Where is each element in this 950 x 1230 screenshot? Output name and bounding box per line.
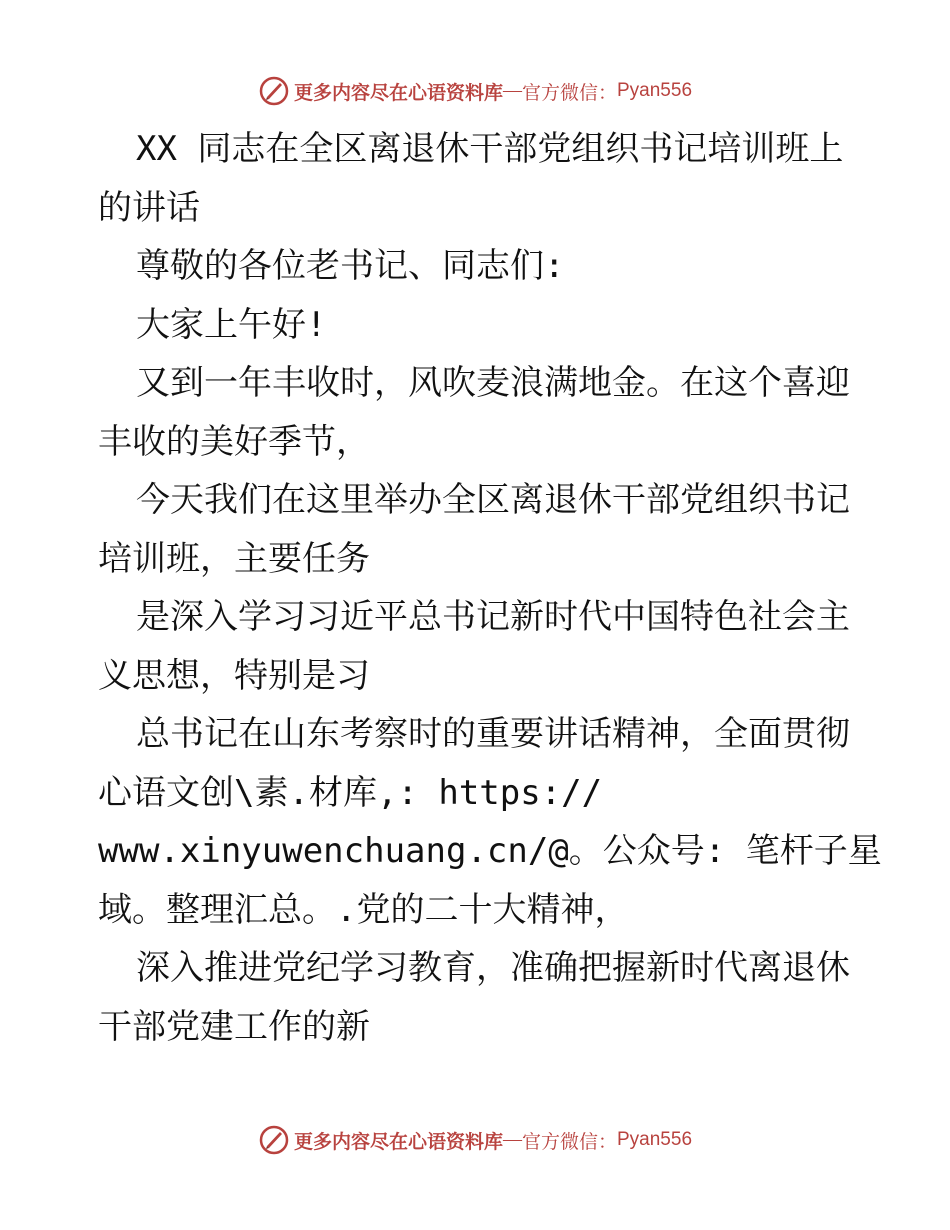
watermark-wechat-id: Pyan556 [617, 80, 693, 101]
doc-line: 心语文创\素.材库,: https:// [98, 772, 603, 813]
doc-line: 丰收的美好季节， [98, 421, 370, 462]
document-body [98, 120, 882, 1056]
doc-line: 尊敬的各位老书记、同志们: [136, 246, 565, 286]
doc-line: 今天我们在这里举办全区离退休干部党组织书记 [136, 480, 850, 520]
header-watermark [0, 71, 950, 111]
quill-logo-icon [258, 1124, 290, 1156]
doc-line: 深入推进党纪学习教育，准确把握新时代离退休 [136, 948, 850, 988]
watermark-wechat-label: 官方微信： [521, 81, 617, 104]
doc-line: 培训班，主要任务 [98, 538, 370, 579]
doc-line: 大家上午好! [136, 304, 327, 345]
watermark-brand: 更多内容尽在心语资料库 [293, 81, 503, 104]
doc-line: XX 同志在全区离退休干部党组织书记培训班上 [136, 129, 844, 169]
quill-logo-icon [258, 75, 290, 107]
doc-line: www.xinyuwenchuang.cn/@。公众号: 笔杆子星 [98, 831, 882, 871]
watermark-separator: — [502, 1129, 522, 1150]
watermark-separator: — [502, 80, 522, 101]
doc-line: 干部党建工作的新 [98, 1006, 370, 1047]
doc-line: 是深入学习习近平总书记新时代中国特色社会主 [136, 597, 850, 637]
doc-line: 的讲话 [98, 187, 200, 228]
footer-watermark [0, 1120, 950, 1160]
doc-line: 又到一年丰收时，风吹麦浪满地金。在这个喜迎 [136, 363, 850, 403]
doc-line: 域。整理汇总。.党的二十大精神， [98, 889, 629, 930]
watermark-brand: 更多内容尽在心语资料库 [293, 1130, 503, 1153]
watermark-wechat-id: Pyan556 [617, 1129, 693, 1150]
doc-line: 义思想，特别是习 [98, 655, 370, 696]
doc-line: 总书记在山东考察时的重要讲话精神，全面贯彻 [136, 714, 850, 754]
watermark-wechat-label: 官方微信： [521, 1130, 617, 1153]
